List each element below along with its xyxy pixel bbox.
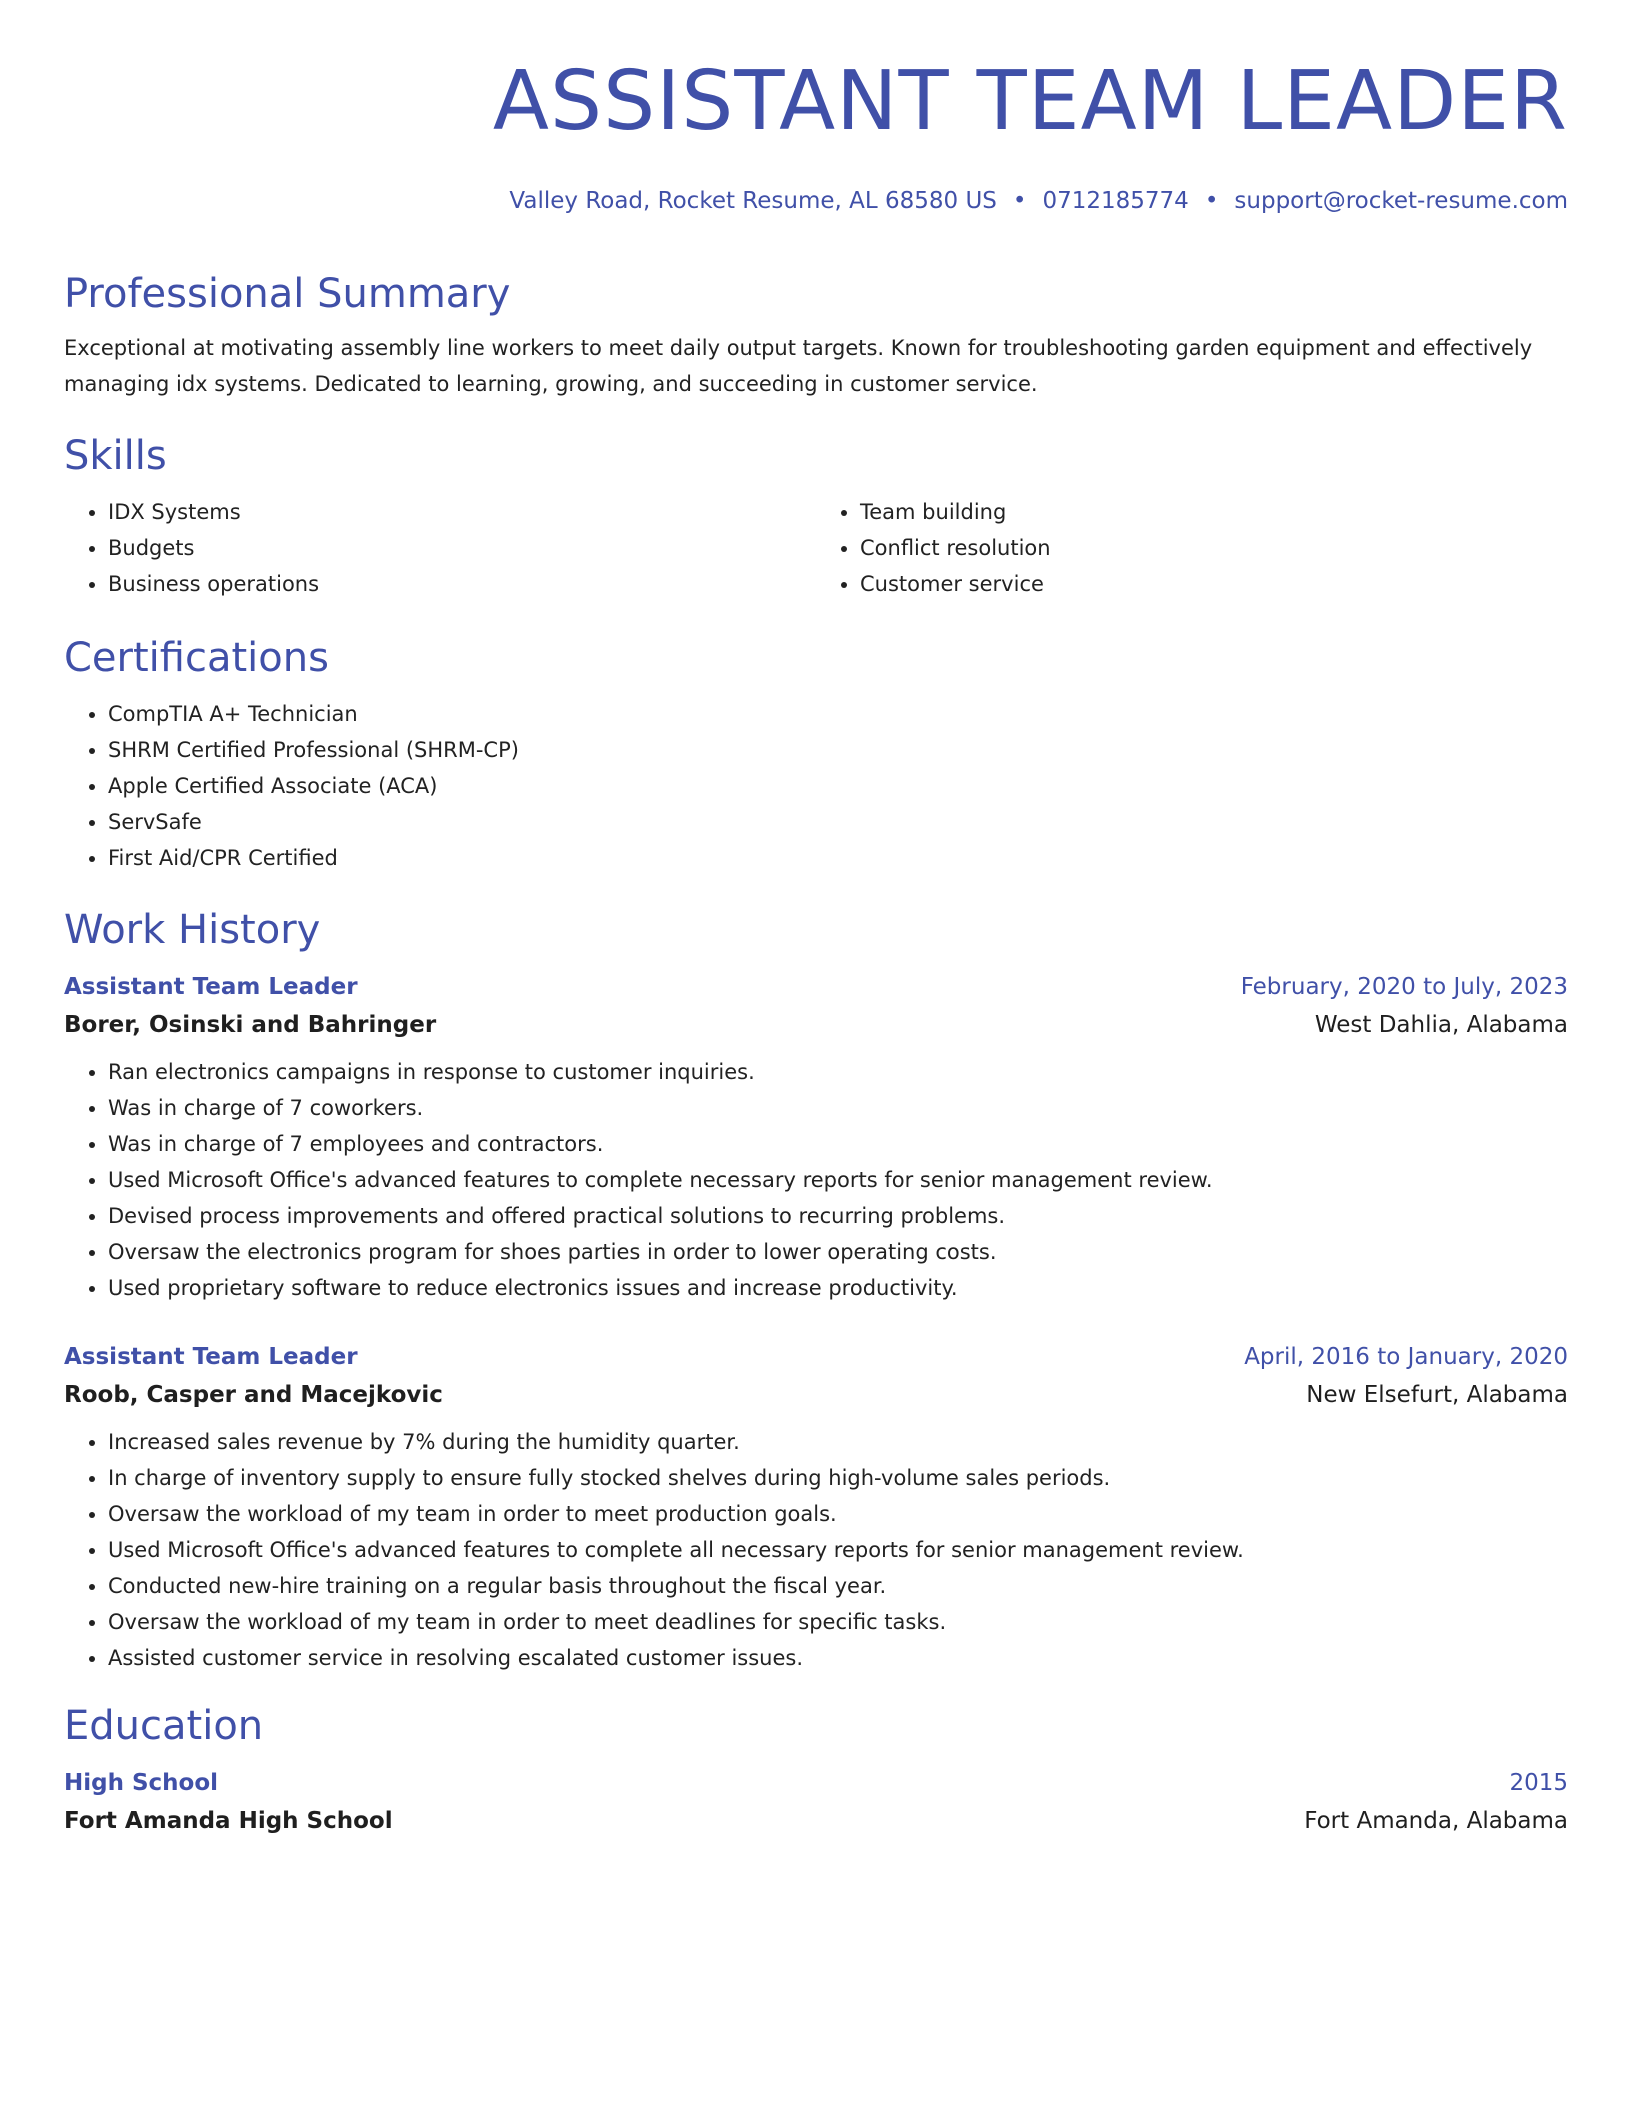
job-entry bbox=[64, 1338, 1568, 1676]
resume-header bbox=[64, 56, 1568, 216]
job-bullet: • Was in charge of 7 coworkers. bbox=[108, 1090, 1568, 1126]
job-company: Roob, Casper and Macejkovic bbox=[64, 1382, 443, 1408]
education-degree: High School bbox=[64, 1770, 219, 1796]
job-entry bbox=[64, 968, 1568, 1306]
skills-heading: Skills bbox=[64, 433, 167, 479]
skill-item: • Business operations bbox=[108, 566, 816, 602]
education-location: Fort Amanda, Alabama bbox=[1304, 1808, 1568, 1834]
education-heading: Education bbox=[64, 1703, 264, 1749]
education-degree-row bbox=[64, 1764, 1568, 1802]
job-dates: February, 2020 to July, 2023 bbox=[1240, 974, 1568, 1000]
certifications-list bbox=[64, 696, 1568, 876]
job-title: Assistant Team Leader bbox=[64, 974, 358, 1000]
job-bullet: • Was in charge of 7 employees and contractors. bbox=[108, 1126, 1568, 1162]
job-bullet: • Devised process improvements and offered practical solutions to recurring problems. bbox=[108, 1198, 1568, 1234]
certification-item: • Apple Certified Associate (ACA) bbox=[108, 768, 1568, 804]
job-bullets bbox=[64, 1054, 1568, 1306]
job-location: New Elsefurt, Alabama bbox=[1306, 1382, 1568, 1408]
contact-separator: • bbox=[1204, 188, 1219, 214]
contact-address: Valley Road, Rocket Resume, AL 68580 US bbox=[509, 188, 997, 214]
job-bullets bbox=[64, 1424, 1568, 1676]
job-bullet: • Conducted new-hire training on a regular basis throughout the fiscal year. bbox=[108, 1568, 1568, 1604]
education-entry bbox=[64, 1764, 1568, 1840]
summary-text: Exceptional at motivating assembly line workers to meet daily output targets. Known for troubleshooting garden equipment and effectively managing idx systems. Dedicated to learning, growing, and succeeding in customer service. bbox=[64, 336, 1533, 396]
certification-item: • CompTIA A+ Technician bbox=[108, 696, 1568, 732]
skill-item: • IDX Systems bbox=[108, 494, 816, 530]
skills-list-right bbox=[816, 494, 1568, 602]
job-bullet: • Ran electronics campaigns in response to customer inquiries. bbox=[108, 1054, 1568, 1090]
certifications-heading: Certifications bbox=[64, 635, 329, 681]
summary-heading: Professional Summary bbox=[64, 271, 511, 317]
job-bullet: • Oversaw the workload of my team in order to meet deadlines for specific tasks. bbox=[108, 1604, 1568, 1640]
certification-item: • First Aid/CPR Certified bbox=[108, 840, 1568, 876]
job-title-row bbox=[64, 1338, 1568, 1376]
job-bullet: • Used Microsoft Office's advanced features to complete necessary reports for senior management review. bbox=[108, 1162, 1568, 1198]
work-history-heading: Work History bbox=[64, 907, 321, 953]
certification-item: • ServSafe bbox=[108, 804, 1568, 840]
job-bullet: • Increased sales revenue by 7% during the humidity quarter. bbox=[108, 1424, 1568, 1460]
job-bullet: • In charge of inventory supply to ensure fully stocked shelves during high-volume sales periods. bbox=[108, 1460, 1568, 1496]
contact-line bbox=[64, 186, 1568, 216]
education-school: Fort Amanda High School bbox=[64, 1808, 393, 1834]
skills-grid bbox=[64, 494, 1568, 602]
job-location: West Dahlia, Alabama bbox=[1314, 1012, 1568, 1038]
job-bullet: • Used Microsoft Office's advanced features to complete all necessary reports for senior management review. bbox=[108, 1532, 1568, 1568]
job-bullet: • Oversaw the electronics program for shoes parties in order to lower operating costs. bbox=[108, 1234, 1568, 1270]
job-company-row bbox=[64, 1006, 1568, 1044]
job-dates: April, 2016 to January, 2020 bbox=[1244, 1344, 1568, 1370]
job-title-row bbox=[64, 968, 1568, 1006]
job-company: Borer, Osinski and Bahringer bbox=[64, 1012, 437, 1038]
job-bullet: • Oversaw the workload of my team in order to meet production goals. bbox=[108, 1496, 1568, 1532]
skills-list-left bbox=[64, 494, 816, 602]
job-title: Assistant Team Leader bbox=[64, 1344, 358, 1370]
skill-item: • Conflict resolution bbox=[860, 530, 1568, 566]
candidate-title: ASSISTANT TEAM LEADER bbox=[492, 54, 1568, 149]
contact-phone: 0712185774 bbox=[1042, 188, 1189, 214]
contact-email: support@rocket-resume.com bbox=[1234, 188, 1568, 214]
job-bullet: • Used proprietary software to reduce electronics issues and increase productivity. bbox=[108, 1270, 1568, 1306]
job-bullet: • Assisted customer service in resolving escalated customer issues. bbox=[108, 1640, 1568, 1676]
certification-item: • SHRM Certified Professional (SHRM-CP) bbox=[108, 732, 1568, 768]
skill-item: • Team building bbox=[860, 494, 1568, 530]
skill-item: • Customer service bbox=[860, 566, 1568, 602]
contact-separator: • bbox=[1012, 188, 1027, 214]
education-school-row bbox=[64, 1802, 1568, 1840]
skill-item: • Budgets bbox=[108, 530, 816, 566]
job-company-row bbox=[64, 1376, 1568, 1414]
education-year: 2015 bbox=[1509, 1770, 1568, 1796]
